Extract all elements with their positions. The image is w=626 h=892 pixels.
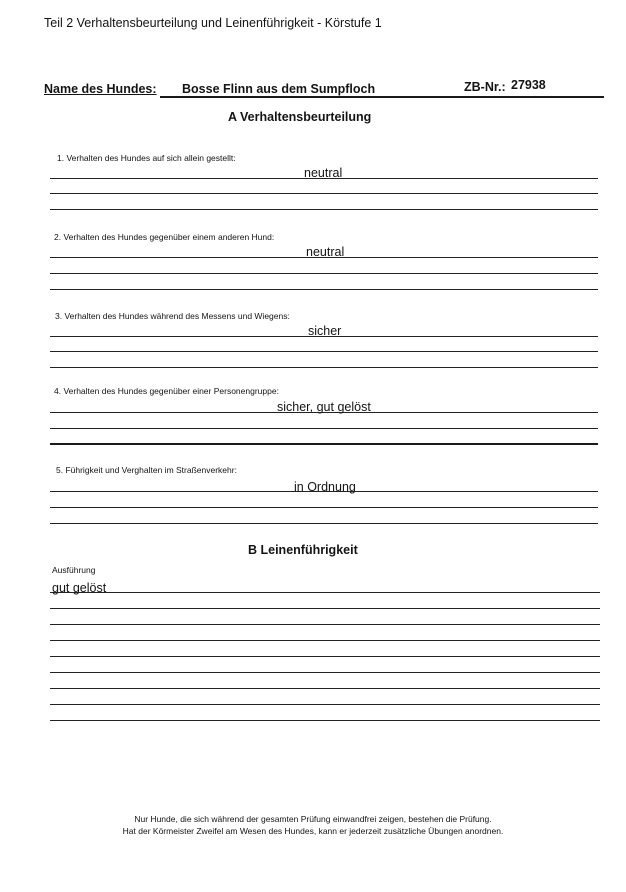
answer-line xyxy=(50,592,600,593)
question-4-answer: sicher, gut gelöst xyxy=(277,400,371,414)
answer-line xyxy=(50,672,600,673)
answer-line xyxy=(50,443,598,445)
answer-line xyxy=(50,336,598,337)
question-2-answer: neutral xyxy=(306,245,345,259)
answer-line xyxy=(50,273,598,274)
answer-line xyxy=(50,507,598,508)
zb-number-value: 27938 xyxy=(511,78,546,92)
section-a-heading: A Verhaltensbeurteilung xyxy=(228,110,372,124)
zb-number-label: ZB-Nr.: xyxy=(464,80,506,94)
answer-line xyxy=(50,257,598,258)
dog-name-label: Name des Hundes: xyxy=(44,82,157,96)
answer-line xyxy=(50,656,600,657)
question-5-answer: in Ordnung xyxy=(294,480,356,494)
answer-line xyxy=(50,209,598,210)
answer-line xyxy=(50,624,600,625)
question-3-answer: sicher xyxy=(308,324,342,338)
section-b-heading: B Leinenführigkeit xyxy=(248,543,358,557)
dog-name-value: Bosse Flinn aus dem Sumpfloch xyxy=(182,82,376,96)
answer-line xyxy=(50,491,598,492)
question-3-label: 3. Verhalten des Hundes während des Messens und Wiegens: xyxy=(55,311,290,321)
answer-line xyxy=(50,289,598,290)
footer-note-1: Nur Hunde, die sich während der gesamten Prüfung einwandfrei zeigen, bestehen die Prüfung. xyxy=(134,814,492,824)
answer-line xyxy=(50,720,600,721)
answer-line xyxy=(50,688,600,689)
answer-line xyxy=(50,367,598,368)
footer-note-2: Hat der Körmeister Zweifel am Wesen des Hundes, kann er jederzeit zusätzliche Übungen anordnen. xyxy=(122,826,504,836)
question-2-label: 2. Verhalten des Hundes gegenüber einem anderen Hund: xyxy=(54,232,275,242)
form-title: Teil 2 Verhaltensbeurteilung und Leinenführigkeit - Körstufe 1 xyxy=(44,16,382,30)
execution-label: Ausführung xyxy=(52,565,96,575)
answer-line xyxy=(50,523,598,524)
answer-line xyxy=(50,608,600,609)
answer-line xyxy=(50,704,600,705)
question-4-label: 4. Verhalten des Hundes gegenüber einer Personengruppe: xyxy=(54,386,279,396)
answer-line xyxy=(50,428,598,429)
question-1-label: 1. Verhalten des Hundes auf sich allein gestellt: xyxy=(57,153,236,163)
name-underline xyxy=(160,96,604,98)
answer-line xyxy=(50,178,598,179)
answer-line xyxy=(50,412,598,413)
question-1-answer: neutral xyxy=(304,166,343,180)
question-5-label: 5. Führigkeit und Verghalten im Straßenverkehr: xyxy=(56,465,237,475)
answer-line xyxy=(50,351,598,352)
answer-line xyxy=(50,640,600,641)
answer-line xyxy=(50,193,598,194)
execution-answer: gut gelöst xyxy=(52,581,107,595)
